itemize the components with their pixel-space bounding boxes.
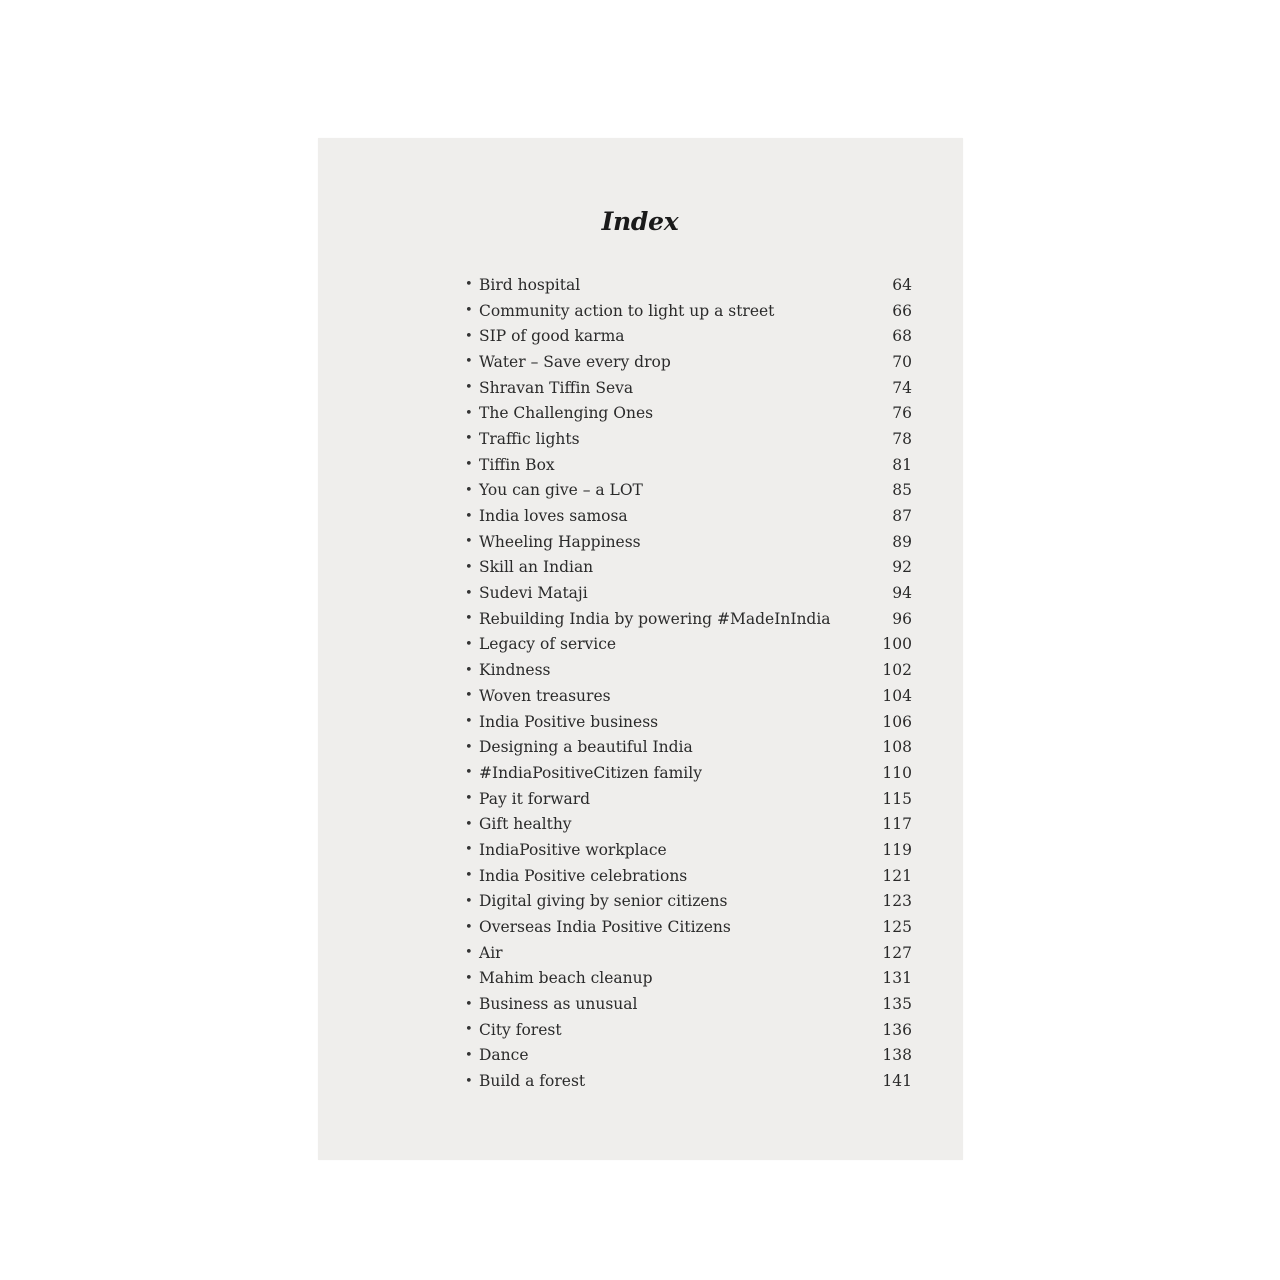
bullet-icon: • [465, 611, 473, 627]
index-entry-label: Dance [479, 1046, 529, 1065]
index-entry [465, 1017, 912, 1043]
index-entry [465, 683, 912, 709]
index-entry-page-number: 104 [882, 686, 912, 705]
index-entry [465, 323, 912, 349]
index-entry-page-number: 131 [882, 969, 912, 988]
index-entry [465, 632, 912, 658]
index-entry-page-number: 138 [882, 1046, 912, 1065]
index-entry [465, 478, 912, 504]
bullet-icon: • [465, 996, 473, 1012]
index-entry [465, 786, 912, 812]
index-entry-label: Digital giving by senior citizens [479, 892, 728, 911]
index-entry-label: The Challenging Ones [479, 404, 654, 423]
index-entry [465, 734, 912, 760]
page-title: Index [601, 207, 679, 236]
index-entry-label: Woven treasures [479, 686, 611, 705]
bullet-icon: • [465, 405, 473, 421]
index-entry [465, 529, 912, 555]
index-entry-label: India Positive business [479, 712, 659, 731]
index-entry [465, 760, 912, 786]
bullet-icon: • [465, 303, 473, 319]
index-entry-page-number: 115 [882, 789, 912, 808]
bullet-icon: • [465, 842, 473, 858]
index-entry-page-number: 66 [892, 301, 912, 320]
index-entry-page-number: 123 [882, 892, 912, 911]
index-entry-label: Shravan Tiffin Seva [479, 378, 634, 397]
index-entry-page-number: 76 [892, 404, 912, 423]
index-entry-label: Traffic lights [479, 429, 580, 448]
index-entry [465, 991, 912, 1017]
index-entry [465, 940, 912, 966]
index-entry-label: Tiffin Box [479, 455, 555, 474]
index-entry-page-number: 85 [892, 481, 912, 500]
index-entry-page-number: 141 [882, 1072, 912, 1091]
index-entry-page-number: 94 [892, 584, 912, 603]
index-entry-page-number: 70 [892, 352, 912, 371]
index-entry [465, 837, 912, 863]
index-entry-label: You can give – a LOT [479, 481, 643, 500]
bullet-icon: • [465, 1073, 473, 1089]
index-entry [465, 452, 912, 478]
index-entry-page-number: 127 [882, 943, 912, 962]
index-entry-label: Overseas India Positive Citizens [479, 918, 731, 937]
bullet-icon: • [465, 791, 473, 807]
bullet-icon: • [465, 945, 473, 961]
index-entry-label: Business as unusual [479, 995, 638, 1014]
bullet-icon: • [465, 482, 473, 498]
index-entry-label: Skill an Indian [479, 558, 594, 577]
index-entry-page-number: 108 [882, 738, 912, 757]
index-entry-label: Bird hospital [479, 275, 581, 294]
bullet-icon: • [465, 893, 473, 909]
index-entry [465, 426, 912, 452]
index-entry-page-number: 135 [882, 995, 912, 1014]
index-entry [465, 272, 912, 298]
index-entry-label: Build a forest [479, 1072, 586, 1091]
index-entry [465, 863, 912, 889]
index-entry-page-number: 78 [892, 429, 912, 448]
bullet-icon: • [465, 739, 473, 755]
index-entry [465, 966, 912, 992]
index-entry-label: SIP of good karma [479, 327, 625, 346]
index-entry-label: Legacy of service [479, 635, 617, 654]
index-entry-page-number: 87 [892, 507, 912, 526]
index-entry-label: Designing a beautiful India [479, 738, 693, 757]
index-entry-label: Water – Save every drop [479, 352, 671, 371]
bullet-icon: • [465, 662, 473, 678]
index-entry-label: #IndiaPositiveCitizen family [479, 763, 702, 782]
index-entry [465, 606, 912, 632]
index-entry [465, 709, 912, 735]
bullet-icon: • [465, 970, 473, 986]
index-entry [465, 580, 912, 606]
bullet-icon: • [465, 328, 473, 344]
bullet-icon: • [465, 1047, 473, 1063]
index-entry-label: Community action to light up a street [479, 301, 775, 320]
index-entry [465, 1068, 912, 1094]
index-entry [465, 555, 912, 581]
index-entry [465, 349, 912, 375]
bullet-icon: • [465, 457, 473, 473]
index-entry-label: Sudevi Mataji [479, 584, 588, 603]
index-entry [465, 914, 912, 940]
index-entry [465, 657, 912, 683]
index-entry-page-number: 121 [882, 866, 912, 885]
index-entry [465, 503, 912, 529]
index-entry-page-number: 117 [882, 815, 912, 834]
index-entry-label: IndiaPositive workplace [479, 840, 667, 859]
index-entry [465, 400, 912, 426]
index-entry [465, 889, 912, 915]
index-entry [465, 811, 912, 837]
index-entry-page-number: 110 [882, 763, 912, 782]
bullet-icon: • [465, 636, 473, 652]
index-entry-page-number: 102 [882, 661, 912, 680]
index-entry-page-number: 74 [892, 378, 912, 397]
bullet-icon: • [465, 919, 473, 935]
index-entry [465, 375, 912, 401]
bullet-icon: • [465, 765, 473, 781]
bullet-icon: • [465, 277, 473, 293]
index-entry-page-number: 92 [892, 558, 912, 577]
bullet-icon: • [465, 816, 473, 832]
index-entry-page-number: 125 [882, 918, 912, 937]
bullet-icon: • [465, 688, 473, 704]
bullet-icon: • [465, 354, 473, 370]
index-list [465, 272, 912, 1094]
index-entry-page-number: 119 [882, 840, 912, 859]
index-entry-page-number: 136 [882, 1020, 912, 1039]
index-entry-page-number: 81 [892, 455, 912, 474]
index-entry-label: Kindness [479, 661, 551, 680]
index-entry-label: Mahim beach cleanup [479, 969, 653, 988]
index-entry-page-number: 100 [882, 635, 912, 654]
index-entry-label: India loves samosa [479, 507, 628, 526]
index-entry [465, 298, 912, 324]
index-entry [465, 1043, 912, 1069]
bullet-icon: • [465, 714, 473, 730]
index-entry-page-number: 89 [892, 532, 912, 551]
bullet-icon: • [465, 431, 473, 447]
index-entry-page-number: 96 [892, 609, 912, 628]
bullet-icon: • [465, 534, 473, 550]
index-entry-label: Air [479, 943, 503, 962]
bullet-icon: • [465, 508, 473, 524]
index-entry-label: Pay it forward [479, 789, 591, 808]
bullet-icon: • [465, 868, 473, 884]
bullet-icon: • [465, 559, 473, 575]
index-entry-label: City forest [479, 1020, 562, 1039]
index-entry-label: India Positive celebrations [479, 866, 688, 885]
bullet-icon: • [465, 1022, 473, 1038]
bullet-icon: • [465, 380, 473, 396]
index-entry-page-number: 106 [882, 712, 912, 731]
index-entry-page-number: 64 [892, 275, 912, 294]
index-entry-label: Gift healthy [479, 815, 572, 834]
index-entry-label: Rebuilding India by powering #MadeInIndia [479, 609, 831, 628]
index-entry-label: Wheeling Happiness [479, 532, 641, 551]
index-entry-page-number: 68 [892, 327, 912, 346]
bullet-icon: • [465, 585, 473, 601]
